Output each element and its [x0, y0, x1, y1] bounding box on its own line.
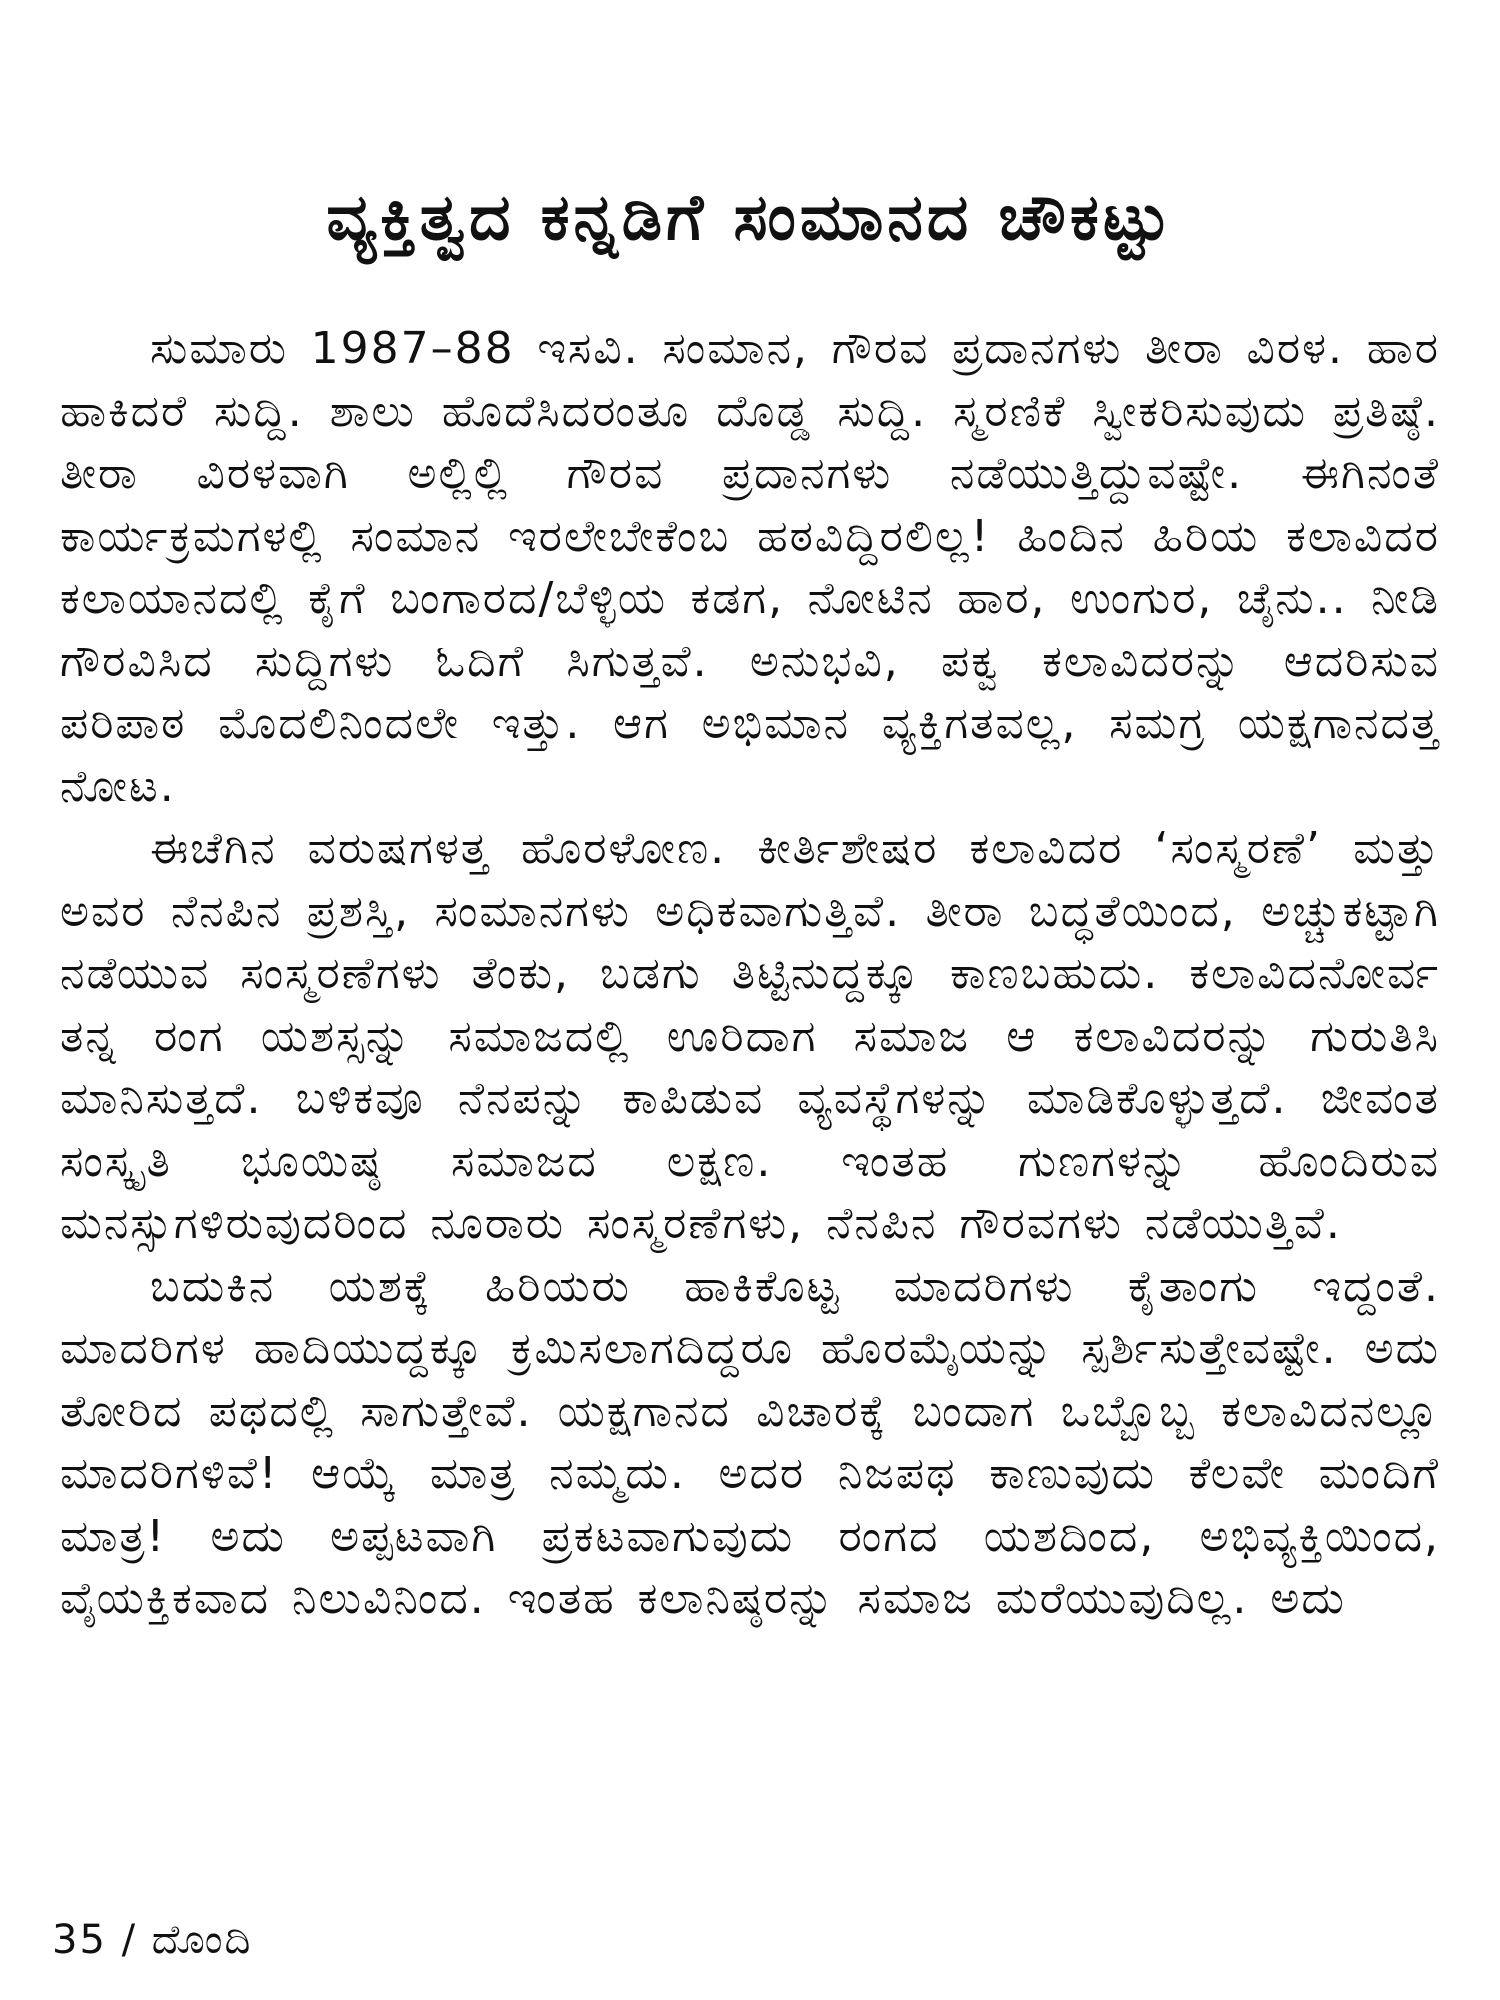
page-footer: 35 / ದೊಂದಿ [52, 1917, 253, 1963]
page-title: ವ್ಯಕ್ತಿತ್ವದ ಕನ್ನಡಿಗೆ ಸಂಮಾನದ ಚೌಕಟ್ಟು [326, 180, 1174, 255]
paragraph-3: ಬದುಕಿನ ಯಶಕ್ಕೆ ಹಿರಿಯರು ಹಾಕಿಕೊಟ್ಟ ಮಾದರಿಗಳು ಕೈತಾಂಗು ಇದ್ದಂತೆ. ಮಾದರಿಗಳ ಹಾದಿಯುದ್ದಕ್ಕೂ ಕ್ರಮಿಸಲಾಗದಿದ್ದರೂ ಹೊರಮೈಯನ್ನು ಸ್ಪರ್ಶಿಸುತ್ತೇವಷ್ಟೇ. ಅದು ತೋರಿದ ಪಥದಲ್ಲಿ ಸಾಗುತ್ತೇವೆ. ಯಕ್ಷಗಾನದ ವಿಚಾರಕ್ಕೆ ಬಂದಾಗ ಒಬ್ಬೊಬ್ಬ ಕಲಾವಿದನಲ್ಲೂ ಮಾದರಿಗಳಿವೆ! ಆಯ್ಕೆ ಮಾತ್ರ ನಮ್ಮದು. ಅದರ ನಿಜಪಥ ಕಾಣುವುದು ಕೆಲವೇ ಮಂದಿಗೆ ಮಾತ್ರ! ಅದು ಅಪ್ಪಟವಾಗಿ ಪ್ರಕಟವಾಗುವುದು ರಂಗದ ಯಶದಿಂದ, ಅಭಿವ್ಯಕ್ತಿಯಿಂದ, ವೈಯಕ್ತಿಕವಾದ ನಿಲುವಿನಿಂದ. ಇಂತಹ ಕಲಾನಿಷ್ಠರನ್ನು ಸಮಾಜ ಮರೆಯುವುದಿಲ್ಲ. ಅದು [60, 1260, 1440, 1624]
paragraph-1: ಸುಮಾರು 1987–88 ಇಸವಿ. ಸಂಮಾನ, ಗೌರವ ಪ್ರದಾನಗಳು ತೀರಾ ವಿರಳ. ಹಾರ ಹಾಕಿದರೆ ಸುದ್ದಿ. ಶಾಲು ಹೊದೆಸಿದರಂತೂ ದೊಡ್ಡ ಸುದ್ದಿ. ಸ್ಮರಣಿಕೆ ಸ್ವೀಕರಿಸುವುದು ಪ್ರತಿಷ್ಠೆ. ತೀರಾ ವಿರಳವಾಗಿ ಅಲ್ಲಿಲ್ಲಿ ಗೌರವ ಪ್ರದಾನಗಳು ನಡೆಯುತ್ತಿದ್ದುವಷ್ಟೇ. ಈಗಿನಂತೆ ಕಾರ್ಯಕ್ರಮಗಳಲ್ಲಿ ಸಂಮಾನ ಇರಲೇಬೇಕೆಂಬ ಹಠವಿದ್ದಿರಲಿಲ್ಲ! ಹಿಂದಿನ ಹಿರಿಯ ಕಲಾವಿದರ ಕಲಾಯಾನದಲ್ಲಿ ಕೈಗೆ ಬಂಗಾರದ/ಬೆಳ್ಳಿಯ ಕಡಗ, ನೋಟಿನ ಹಾರ, ಉಂಗುರ, ಚೈನು.. ನೀಡಿ ಗೌರವಿಸಿದ ಸುದ್ದಿಗಳು ಓದಿಗೆ ಸಿಗುತ್ತವೆ. ಅನುಭವಿ, ಪಕ್ವ ಕಲಾವಿದರನ್ನು ಆದರಿಸುವ ಪರಿಪಾಠ ಮೊದಲಿನಿಂದಲೇ ಇತ್ತು. ಆಗ ಅಭಿಮಾನ ವ್ಯಕ್ತಿಗತವಲ್ಲ, ಸಮಗ್ರ ಯಕ್ಷಗಾನದತ್ತ ನೋಟ. [60, 323, 1440, 812]
article-body [60, 318, 1440, 1631]
paragraph-2: ಈಚೆಗಿನ ವರುಷಗಳತ್ತ ಹೊರಳೋಣ. ಕೀರ್ತಿಶೇಷರ ಕಲಾವಿದರ ‘ಸಂಸ್ಮರಣೆ’ ಮತ್ತು ಅವರ ನೆನಪಿನ ಪ್ರಶಸ್ತಿ, ಸಂಮಾನಗಳು ಅಧಿಕವಾಗುತ್ತಿವೆ. ತೀರಾ ಬದ್ಧತೆಯಿಂದ, ಅಚ್ಚುಕಟ್ಟಾಗಿ ನಡೆಯುವ ಸಂಸ್ಮರಣೆಗಳು ತೆಂಕು, ಬಡಗು ತಿಟ್ಟಿನುದ್ದಕ್ಕೂ ಕಾಣಬಹುದು. ಕಲಾವಿದನೋರ್ವ ತನ್ನ ರಂಗ ಯಶಸ್ಸನ್ನು ಸಮಾಜದಲ್ಲಿ ಊರಿದಾಗ ಸಮಾಜ ಆ ಕಲಾವಿದರನ್ನು ಗುರುತಿಸಿ ಮಾನಿಸುತ್ತದೆ. ಬಳಿಕವೂ ನೆನಪನ್ನು ಕಾಪಿಡುವ ವ್ಯವಸ್ಥೆಗಳನ್ನು ಮಾಡಿಕೊಳ್ಳುತ್ತದೆ. ಜೀವಂತ ಸಂಸ್ಕೃತಿ ಭೂಯಿಷ್ಠ ಸಮಾಜದ ಲಕ್ಷಣ. ಇಂತಹ ಗುಣಗಳನ್ನು ಹೊಂದಿರುವ ಮನಸ್ಸುಗಳಿರುವುದರಿಂದ ನೂರಾರು ಸಂಸ್ಮರಣೆಗಳು, ನೆನಪಿನ ಗೌರವಗಳು ನಡೆಯುತ್ತಿವೆ. [60, 823, 1440, 1249]
